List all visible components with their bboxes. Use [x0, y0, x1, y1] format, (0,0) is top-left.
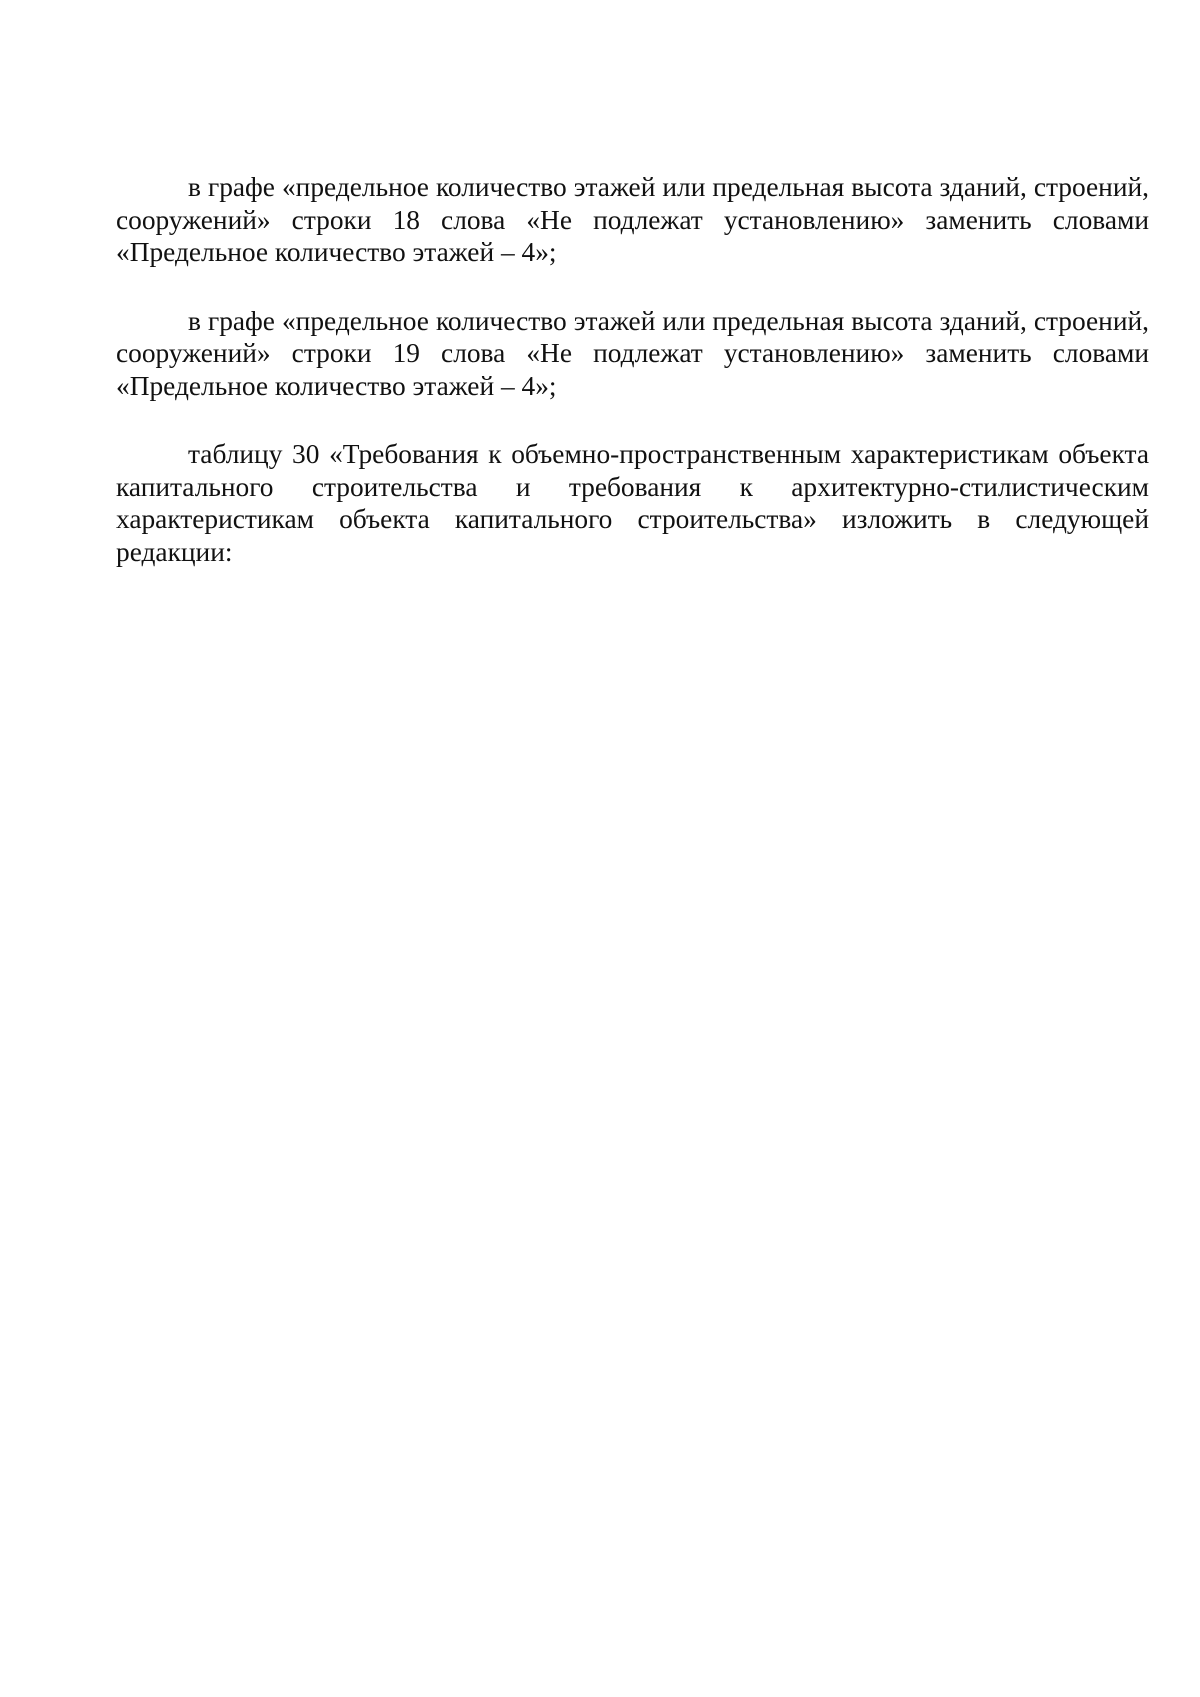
paragraph-row-18-amendment: в графе «предельное количество этажей или предельная высота зданий, строений, сооружений» строки 18 слова «Не подлежат установлению» заменить словами «Предельное количество этажей – 4»; — [116, 172, 1149, 267]
paragraph-row-19-amendment: в графе «предельное количество этажей или предельная высота зданий, строений, сооружений» строки 19 слова «Не подлежат установлению» заменить словами «Предельное количество этажей – 4»; — [116, 305, 1149, 401]
paragraph-table-30-amendment: таблицу 30 «Требования к объемно-пространственным характеристикам объекта капитального строительства и требования к архитектурно-стилистическим характеристикам объекта капитального строительства» изложить в следующей редакции: — [116, 439, 1149, 567]
document-body — [116, 171, 1149, 604]
